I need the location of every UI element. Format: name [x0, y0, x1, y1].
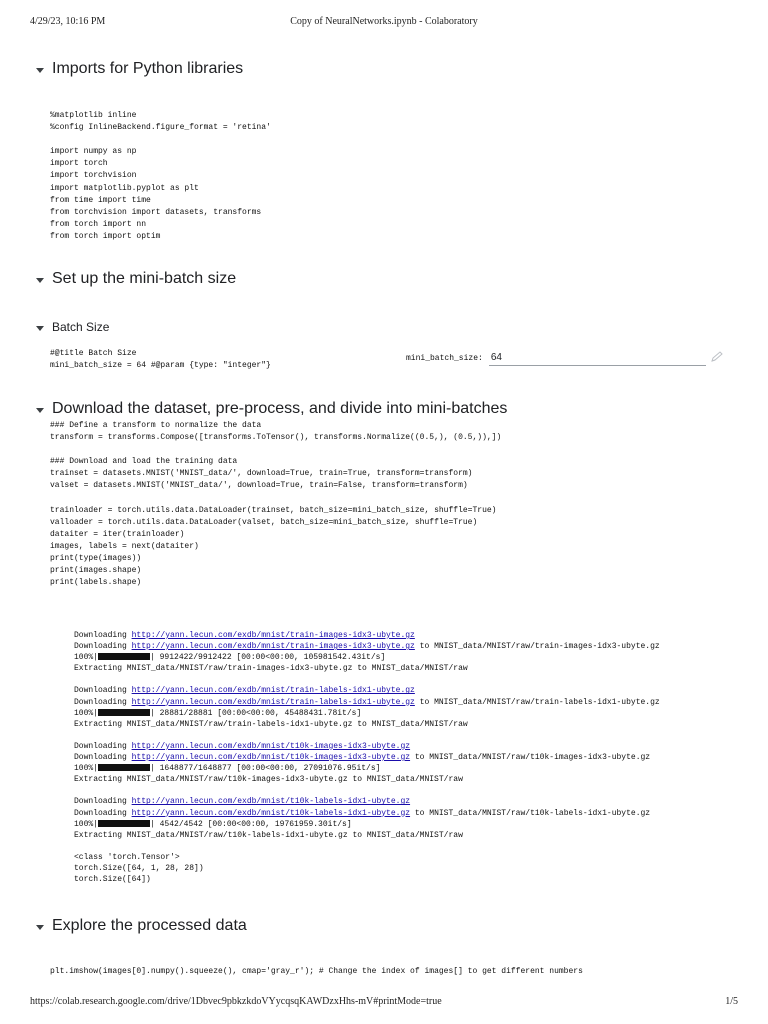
progress-bar	[98, 764, 150, 771]
output-line	[74, 796, 660, 807]
print-doc-title: Copy of NeuralNetworks.ipynb - Colaboratory	[290, 16, 478, 27]
code-line: print(labels.shape)	[50, 578, 142, 588]
code-line: print(type(images))	[50, 554, 142, 564]
section-title: Set up the mini-batch size	[52, 270, 237, 287]
output-text: to MNIST_data/MNIST/raw/train-labels-idx1-ubyte.gz	[414, 697, 660, 707]
code-line: import torchvision	[50, 171, 137, 181]
output-gap	[74, 730, 660, 741]
download-link[interactable]: http://yann.lecun.com/exdb/mnist/t10k-images-idx3-ubyte.gz	[131, 741, 411, 751]
output-text: Downloading	[74, 753, 132, 763]
progress-bar	[98, 709, 150, 716]
code-line: print(images.shape)	[50, 566, 142, 576]
progress-stats: | 1648877/1648877 [00:00<00:00, 27091076.95it/s]	[150, 764, 381, 774]
section-heading-explore[interactable]	[36, 917, 247, 935]
code-line: from torch import nn	[50, 219, 147, 229]
code-line: from torch import optim	[50, 231, 161, 241]
output-line: <class 'torch.Tensor'>	[74, 852, 180, 862]
code-cell-download[interactable]	[50, 420, 501, 589]
output-line	[74, 808, 660, 819]
download-link[interactable]: http://yann.lecun.com/exdb/mnist/t10k-images-idx3-ubyte.gz	[131, 753, 411, 763]
progress-percent: 100%|	[74, 764, 99, 774]
code-line	[50, 493, 501, 505]
print-datetime: 4/29/23, 10:16 PM	[30, 16, 106, 27]
progress-line	[74, 763, 660, 774]
progress-stats: | 28881/28881 [00:00<00:00, 45488431.78it/s]	[150, 708, 362, 718]
section-heading-imports[interactable]	[36, 60, 243, 78]
code-cell-explore[interactable]	[50, 966, 583, 978]
form-label: mini_batch_size:	[406, 354, 483, 363]
output-text: Downloading	[74, 741, 132, 751]
code-line: transform = transforms.Compose([transforms.ToTensor(), transforms.Normalize((0.5,), (0.5,)),])	[50, 433, 502, 443]
output-text: Downloading	[74, 797, 132, 807]
output-text: Downloading	[74, 808, 132, 818]
progress-line	[74, 652, 660, 663]
output-line: torch.Size([64, 1, 28, 28])	[74, 863, 204, 873]
section-title: Download the dataset, pre-process, and divide into mini-batches	[52, 400, 508, 417]
code-line	[50, 444, 501, 456]
cell-output-download	[74, 630, 660, 885]
code-line: ### Define a transform to normalize the data	[50, 421, 262, 430]
code-line: ### Download and load the training data	[50, 457, 238, 467]
output-text: to MNIST_data/MNIST/raw/t10k-images-idx3-ubyte.gz	[410, 753, 651, 763]
collapse-triangle-icon[interactable]	[36, 925, 44, 930]
progress-line	[74, 819, 660, 830]
collapse-triangle-icon[interactable]	[36, 278, 44, 283]
print-url: https://colab.research.google.com/drive/1Dbvec9pbkzkdoVYycqsqKAWDzxHhs-mV#printMode=true	[30, 996, 442, 1007]
section-heading-download[interactable]	[36, 400, 507, 418]
code-line: dataiter = iter(trainloader)	[50, 529, 185, 539]
section-title: Batch Size	[52, 320, 110, 334]
code-line: #@title Batch Size	[50, 349, 137, 358]
download-link[interactable]: http://yann.lecun.com/exdb/mnist/t10k-labels-idx1-ubyte.gz	[131, 797, 411, 807]
output-line: Extracting MNIST_data/MNIST/raw/t10k-images-idx3-ubyte.gz to MNIST_data/MNIST/raw	[74, 775, 463, 785]
output-line	[74, 641, 660, 652]
output-gap	[74, 785, 660, 796]
output-text: Downloading	[74, 642, 132, 652]
section-heading-batch-size[interactable]	[36, 320, 109, 334]
code-line: from time import time	[50, 195, 151, 205]
progress-line	[74, 708, 660, 719]
progress-percent: 100%|	[74, 819, 99, 829]
mini-batch-size-input[interactable]	[489, 349, 706, 366]
code-line: valset = datasets.MNIST('MNIST_data/', download=True, train=False, transform=transform)	[50, 481, 468, 491]
section-heading-minibatch[interactable]	[36, 270, 236, 288]
pencil-icon[interactable]	[710, 351, 724, 363]
output-text: to MNIST_data/MNIST/raw/train-images-idx3-ubyte.gz	[414, 642, 660, 652]
output-text: to MNIST_data/MNIST/raw/t10k-labels-idx1-ubyte.gz	[410, 808, 651, 818]
code-line: %config InlineBackend.figure_format = 'retina'	[50, 123, 271, 133]
download-link[interactable]: http://yann.lecun.com/exdb/mnist/t10k-labels-idx1-ubyte.gz	[131, 808, 411, 818]
progress-stats: | 4542/4542 [00:00<00:00, 19761959.30it/s]	[150, 819, 352, 829]
progress-percent: 100%|	[74, 653, 99, 663]
download-link[interactable]: http://yann.lecun.com/exdb/mnist/train-labels-idx1-ubyte.gz	[131, 686, 415, 696]
progress-stats: | 9912422/9912422 [00:00<00:00, 105981542.43it/s]	[150, 653, 386, 663]
output-line	[74, 630, 660, 641]
progress-bar	[98, 820, 150, 827]
code-line: from torchvision import datasets, transforms	[50, 207, 262, 217]
code-cell-imports[interactable]	[50, 110, 271, 243]
code-line	[50, 134, 271, 146]
output-line	[74, 697, 660, 708]
section-title: Explore the processed data	[52, 917, 247, 934]
output-line	[74, 741, 660, 752]
code-line: import torch	[50, 159, 108, 169]
output-text: Downloading	[74, 631, 132, 640]
output-line	[74, 752, 660, 763]
output-line: Extracting MNIST_data/MNIST/raw/train-images-idx3-ubyte.gz to MNIST_data/MNIST/raw	[74, 664, 468, 674]
code-cell-batch-size[interactable]	[50, 348, 271, 372]
code-line: import numpy as np	[50, 147, 137, 157]
collapse-triangle-icon[interactable]	[36, 326, 44, 331]
print-header	[30, 16, 738, 30]
code-line: %matplotlib inline	[50, 111, 137, 120]
output-gap	[74, 841, 660, 852]
code-line: trainset = datasets.MNIST('MNIST_data/', download=True, train=True, transform=transform)	[50, 469, 473, 479]
print-footer	[30, 996, 738, 1010]
download-link[interactable]: http://yann.lecun.com/exdb/mnist/train-images-idx3-ubyte.gz	[131, 631, 415, 640]
code-line: trainloader = torch.utils.data.DataLoader(trainset, batch_size=mini_batch_size, shuffle=True)	[50, 505, 497, 515]
code-line: images, labels = next(dataiter)	[50, 541, 199, 551]
output-line: Extracting MNIST_data/MNIST/raw/train-labels-idx1-ubyte.gz to MNIST_data/MNIST/raw	[74, 719, 468, 729]
collapse-triangle-icon[interactable]	[36, 68, 44, 73]
output-line	[74, 685, 660, 696]
section-title: Imports for Python libraries	[52, 60, 244, 77]
output-text: Downloading	[74, 686, 132, 696]
collapse-triangle-icon[interactable]	[36, 408, 44, 413]
download-link[interactable]: http://yann.lecun.com/exdb/mnist/train-labels-idx1-ubyte.gz	[131, 697, 415, 707]
code-line: valloader = torch.utils.data.DataLoader(valset, batch_size=mini_batch_size, shuffle=True)	[50, 517, 478, 527]
print-page-number: 1/5	[725, 996, 738, 1007]
output-gap	[74, 674, 660, 685]
code-line: plt.imshow(images[0].numpy().squeeze(), cmap='gray_r'); # Change the index of images[] to get different numbers	[50, 967, 583, 976]
output-line: torch.Size([64])	[74, 875, 151, 885]
code-line: import matplotlib.pyplot as plt	[50, 183, 199, 193]
download-link[interactable]: http://yann.lecun.com/exdb/mnist/train-images-idx3-ubyte.gz	[131, 642, 415, 652]
code-line: mini_batch_size = 64 #@param {type: "integer"}	[50, 361, 271, 371]
progress-bar	[98, 653, 150, 660]
output-line: Extracting MNIST_data/MNIST/raw/t10k-labels-idx1-ubyte.gz to MNIST_data/MNIST/raw	[74, 830, 463, 840]
progress-percent: 100%|	[74, 708, 99, 718]
form-param-mini-batch-size	[406, 348, 706, 366]
output-text: Downloading	[74, 697, 132, 707]
